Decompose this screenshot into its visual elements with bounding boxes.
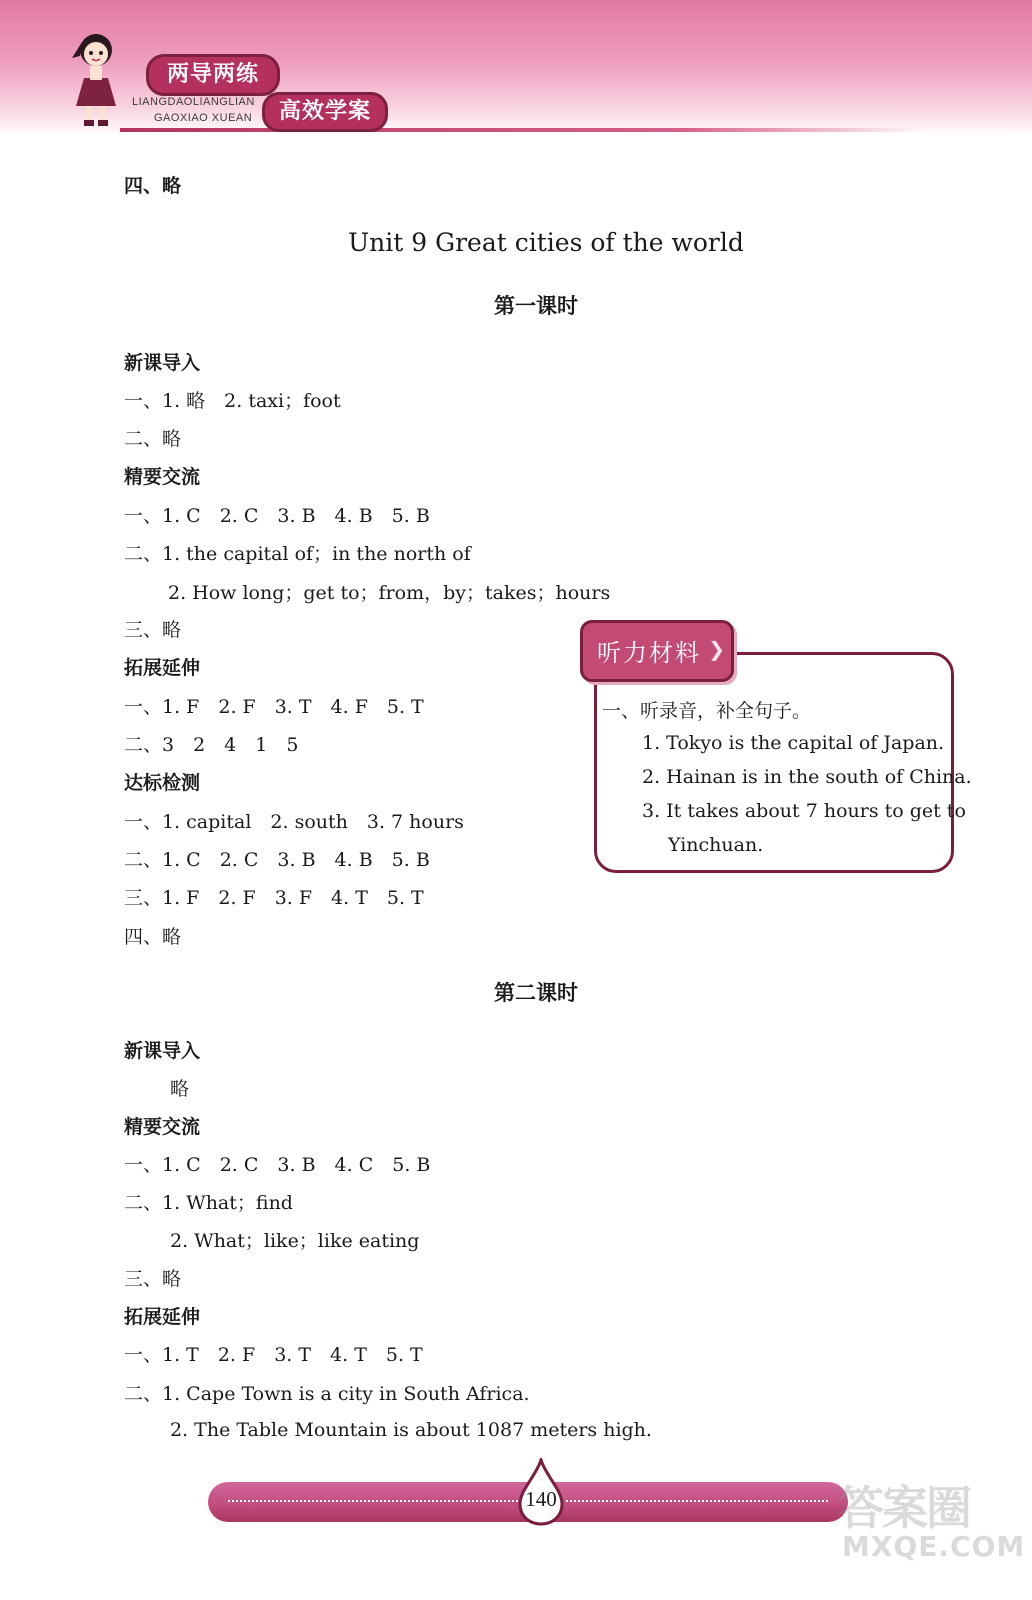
page-number: 140 <box>525 1487 557 1511</box>
listening-sentence: 3. It takes about 7 hours to get to <box>642 800 966 822</box>
lesson-title: 第一课时 <box>494 294 578 318</box>
section-heading: 达标检测 <box>124 772 201 794</box>
section-heading: 新课导入 <box>124 352 201 374</box>
answer-line: 一、1. C 2. C 3. B 4. C 5. B <box>124 1154 431 1176</box>
answer-line: 2. The Table Mountain is about 1087 meters high. <box>170 1419 652 1441</box>
footer-dotted-line <box>566 1500 828 1502</box>
section-heading: 新课导入 <box>124 1040 201 1062</box>
listening-heading: 一、听录音，补全句子。 <box>602 700 812 722</box>
listening-sentence: Yinchuan. <box>668 834 764 856</box>
answer-line: 三、略 <box>124 619 182 641</box>
section-heading: 精要交流 <box>124 1116 201 1138</box>
header-divider <box>120 128 920 132</box>
series-badge-bottom: 高效学案 <box>262 92 388 132</box>
section-heading: 精要交流 <box>124 466 201 488</box>
arrow-right-icon: ❯ <box>708 637 725 661</box>
girl-mascot-icon <box>66 28 126 128</box>
answer-line: 四、略 <box>124 926 182 948</box>
listening-material-tab <box>580 620 734 682</box>
answer-line: 一、1. T 2. F 3. T 4. T 5. T <box>124 1344 423 1366</box>
answer-line: 三、略 <box>124 1268 182 1290</box>
footer-dotted-line <box>228 1500 518 1502</box>
answer-line: 一、1. F 2. F 3. T 4. F 5. T <box>124 696 424 718</box>
series-pinyin-top: LIANGDAOLIANGLIAN <box>132 96 255 108</box>
series-badge-top: 两导两练 <box>146 54 280 96</box>
answer-line: 一、1. C 2. C 3. B 4. B 5. B <box>124 505 430 527</box>
answer-line: 二、1. What；find <box>124 1192 293 1214</box>
answer-line: 二、略 <box>124 428 182 450</box>
answer-line: 略 <box>170 1078 190 1100</box>
section-heading: 拓展延伸 <box>124 1306 201 1328</box>
series-pinyin-bottom: GAOXIAO XUEAN <box>154 112 253 124</box>
answer-line: 三、1. F 2. F 3. F 4. T 5. T <box>124 887 424 909</box>
answer-line: 四、略 <box>124 175 182 197</box>
listening-sentence: 2. Hainan is in the south of China. <box>642 766 972 788</box>
listening-tab-label: 听力材料 <box>597 639 701 667</box>
answer-line: 2. What；like；like eating <box>170 1230 420 1252</box>
watermark-url: MXQE.COM <box>842 1530 1026 1563</box>
answer-line: 2. How long；get to；from，by；takes；hours <box>168 582 611 604</box>
lesson-title: 第二课时 <box>494 981 578 1005</box>
answer-line: 一、1. 略 2. taxi；foot <box>124 390 341 412</box>
answer-line: 二、1. C 2. C 3. B 4. B 5. B <box>124 849 430 871</box>
answer-line: 二、1. Cape Town is a city in South Africa. <box>124 1383 530 1405</box>
listening-sentence: 1. Tokyo is the capital of Japan. <box>642 732 945 754</box>
answer-line: 一、1. capital 2. south 3. 7 hours <box>124 811 464 833</box>
section-heading: 拓展延伸 <box>124 657 201 679</box>
listening-material-box <box>594 652 954 873</box>
answer-line: 二、3 2 4 1 5 <box>124 734 299 756</box>
answer-line: 二、1. the capital of；in the north of <box>124 543 471 565</box>
watermark-logo: 答案圈 <box>838 1481 970 1535</box>
unit-title: Unit 9 Great cities of the world <box>348 228 744 257</box>
